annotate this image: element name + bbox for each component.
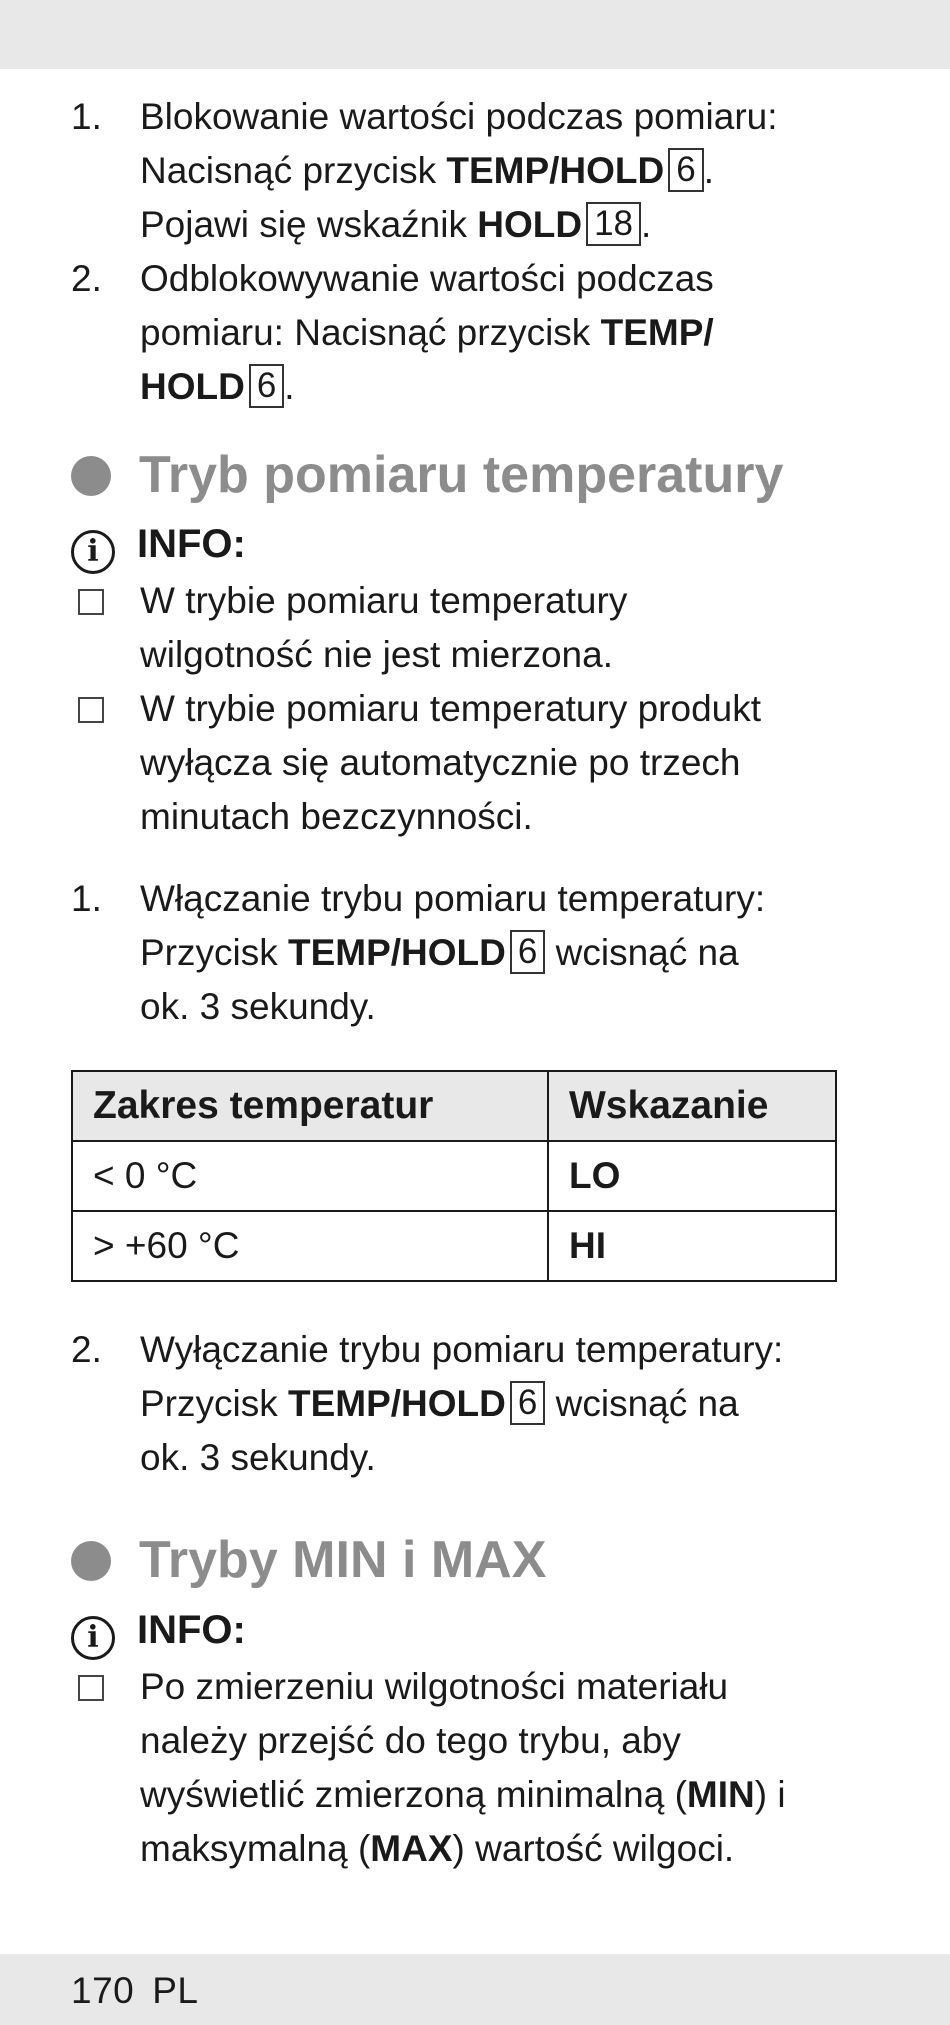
step-text: Wyłączanie trybu pomiaru temperatury: <box>140 1329 784 1370</box>
bullet-dot-icon <box>71 456 111 496</box>
step-text: pomiaru: Nacisnąć przycisk TEMP/ <box>140 312 714 353</box>
info-text: należy przejść do tego trybu, aby <box>140 1720 681 1761</box>
step-text: Nacisnąć przycisk TEMP/HOLD 6 . <box>140 150 714 191</box>
table-row <box>72 1141 836 1211</box>
step-text: Włączanie trybu pomiaru temperatury: <box>140 878 766 919</box>
info-icon: i <box>71 1616 115 1660</box>
step-text: Blokowanie wartości podczas pomiaru: <box>140 96 778 137</box>
step-text: Przycisk TEMP/HOLD 6 wcisnąć na <box>140 932 739 973</box>
info-text: Po zmierzeniu wilgotności materiału <box>140 1666 729 1707</box>
step-number: 2. <box>71 258 102 299</box>
section-heading: Tryby MIN i MAX <box>71 1528 546 1592</box>
info-text: wyświetlić zmierzoną minimalną (MIN) i <box>140 1774 786 1815</box>
table-cell: > +60 °C <box>72 1211 548 1281</box>
page-footer <box>71 1970 199 2012</box>
temperature-range-table <box>71 1070 837 1282</box>
table-cell: < 0 °C <box>72 1141 548 1211</box>
page-number: 170 <box>71 1970 135 2011</box>
info-text: wilgotność nie jest mierzona. <box>140 634 613 675</box>
step-number: 2. <box>71 1329 102 1370</box>
table-header-cell: Zakres temperatur <box>72 1071 548 1141</box>
checkbox-bullet-icon <box>78 589 104 615</box>
table-header-row <box>72 1071 836 1141</box>
bullet-dot-icon <box>71 1541 111 1581</box>
step-text: ok. 3 sekundy. <box>140 1437 376 1478</box>
part-reference: 6 <box>249 364 284 408</box>
table-header-cell: Wskazanie <box>548 1071 836 1141</box>
part-reference: 6 <box>510 1381 545 1425</box>
step-text: ok. 3 sekundy. <box>140 986 376 1027</box>
table-cell: LO <box>548 1141 836 1211</box>
step-text: Pojawi się wskaźnik HOLD 18 . <box>140 204 652 245</box>
step-text: Odblokowywanie wartości podczas <box>140 258 714 299</box>
info-label: i INFO: <box>71 1602 246 1660</box>
info-text: W trybie pomiaru temperatury produkt <box>140 688 762 729</box>
language-code: PL <box>152 1970 199 2011</box>
part-reference: 6 <box>510 930 545 974</box>
step-text: Przycisk TEMP/HOLD 6 wcisnąć na <box>140 1383 739 1424</box>
checkbox-bullet-icon <box>78 1675 104 1701</box>
part-reference: 18 <box>586 202 641 246</box>
info-text: wyłącza się automatycznie po trzech <box>140 742 741 783</box>
info-text: minutach bezczynności. <box>140 796 533 837</box>
checkbox-bullet-icon <box>78 697 104 723</box>
info-text: W trybie pomiaru temperatury <box>140 580 628 621</box>
table-cell: HI <box>548 1211 836 1281</box>
step-number: 1. <box>71 878 102 919</box>
table-row <box>72 1211 836 1281</box>
header-band <box>0 0 950 69</box>
section-heading: Tryb pomiaru temperatury <box>71 443 783 507</box>
part-reference: 6 <box>668 148 703 192</box>
info-text: maksymalną (MAX) wartość wilgoci. <box>140 1828 735 1869</box>
step-text: HOLD 6 . <box>140 366 295 407</box>
step-number: 1. <box>71 96 102 137</box>
info-icon: i <box>71 530 115 574</box>
info-label: i INFO: <box>71 516 246 574</box>
